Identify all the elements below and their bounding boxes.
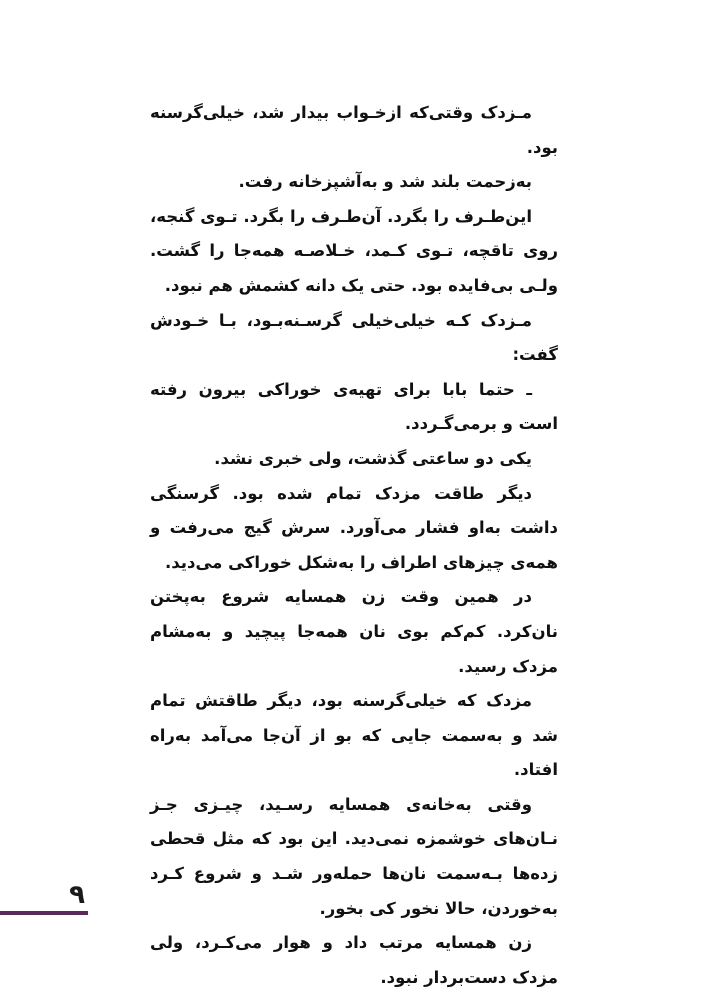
paragraph-11: زن همسایه مرتب داد و هوار می‌کـرد، ولی مزدک دست‌بردار نبود. <box>150 933 558 987</box>
story-text <box>150 96 558 995</box>
paragraph-5: ـ حتما بابا برای تهیه‌ی خوراکی بیرون رفته است و برمی‌گـردد. <box>150 379 558 434</box>
paragraph-3: این‌طـرف را بگرد. آن‌طـرف را بگرد. تـوی گنجه، روی تاقچه، تـوی کـمد، خـلاصـه همه‌جا را گشت. ولـی بی‌فایده بود. حتی یک دانه کشمش هم نبود. <box>150 206 558 295</box>
paragraph-4: مـزدک کـه خیلی‌خیلی گرسـنه‌بـود، بـا خـودش گفت: <box>150 310 558 365</box>
page-number: ۹ <box>69 880 85 910</box>
paragraph-9: مزدک که خیلی‌گرسنه بود، دیگر طاقتش تمام شد و به‌سمت جایی که بو از آن‌جا می‌آمد به‌راه افتاد. <box>150 691 558 780</box>
paragraph-6: یکی دو ساعتی گذشت، ولی خبری نشد. <box>214 448 532 468</box>
paragraph-2: به‌زحمت بلند شد و به‌آشپزخانه رفت. <box>238 172 532 192</box>
paragraph-1: مـزدک وقتی‌که ازخـواب بیدار شد، خیلی‌گرسنه بود. <box>150 103 558 157</box>
paragraph-7: دیگر طاقت مزدک تمام شده بود. گرسنگی داشت به‌او فشار می‌آورد. سرش گیج می‌رفت و همه‌ی چیزهای اطراف را به‌شکل خوراکی می‌دید. <box>150 483 558 572</box>
page-number-rule <box>0 911 88 915</box>
paragraph-10: وقتی به‌خانه‌ی همسایه رسـید، چیـزی جـز نـان‌های خوشمزه نمی‌دید. این بود که مثل قحطی زده‌ها بـه‌سمت نان‌ها حمله‌ور شـد و شروع کـرد به‌خوردن، حالا نخور کی بخور. <box>150 794 558 918</box>
paragraph-8: در همین وقت زن همسایه شروع به‌پختن نان‌کرد. کم‌کم بوی نان همه‌جا پیچید و به‌مشام مزدک رسید. <box>150 587 558 676</box>
